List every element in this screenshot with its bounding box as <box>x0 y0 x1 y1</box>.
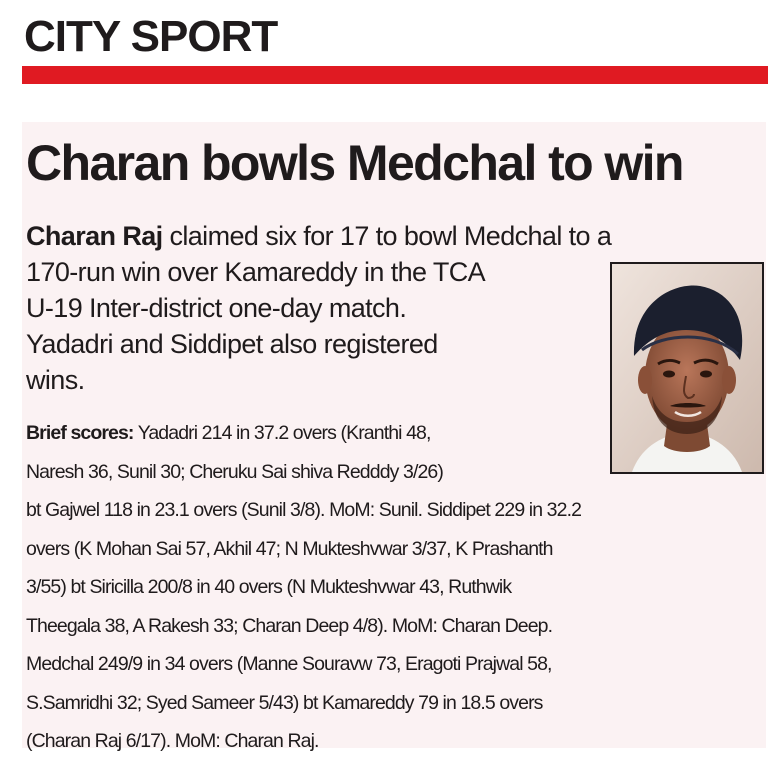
lead-line-text: claimed six for 17 to bowl Medchal to a <box>169 221 612 251</box>
section-title: CITY SPORT <box>24 12 278 61</box>
lead-line: Yadadri and Siddipet also registered <box>26 329 438 359</box>
brief-scores <box>26 414 766 761</box>
score-line: Theegala 38, A Rakesh 33; Charan Deep 4/8). MoM: Charan Deep. <box>26 614 553 637</box>
section-divider <box>22 66 768 84</box>
score-line: S.Samridhi 32; Syed Sameer 5/43) bt Kamareddy 79 in 18.5 overs <box>26 691 543 714</box>
score-line: (Charan Raj 6/17). MoM: Charan Raj. <box>26 730 319 752</box>
score-line: bt Gajwel 118 in 23.1 overs (Sunil 3/8). MoM: Sunil. Siddipet 229 in 32.2 <box>26 499 582 521</box>
score-line: Naresh 36, Sunil 30; Cheruku Sai shiva Redddy 3/26) <box>26 460 443 483</box>
lead-line: 170-run win over Kamareddy in the TCA <box>26 257 486 287</box>
score-line: overs (K Mohan Sai 57, Akhil 47; N Mukteshvwar 3/37, K Prashanth <box>26 537 553 560</box>
score-line: 3/55) bt Siricilla 200/8 in 40 overs (N Mukteshvwar 43, Ruthwik <box>26 576 512 598</box>
lead-line: wins. <box>26 365 85 395</box>
lead-name: Charan Raj <box>26 221 163 251</box>
lead-line: U-19 Inter-district one-day match. <box>26 293 407 323</box>
scores-label: Brief scores: <box>26 422 134 444</box>
score-line <box>26 414 766 453</box>
lead-line <box>26 218 766 254</box>
headline: Charan bowls Medchal to win <box>26 135 683 191</box>
article <box>22 122 766 752</box>
score-line-text: Yadadri 214 in 37.2 overs (Kranthi 48, <box>137 422 431 444</box>
score-line: Medchal 249/9 in 34 overs (Manne Souravw 73, Eragoti Prajwal 58, <box>26 653 552 675</box>
